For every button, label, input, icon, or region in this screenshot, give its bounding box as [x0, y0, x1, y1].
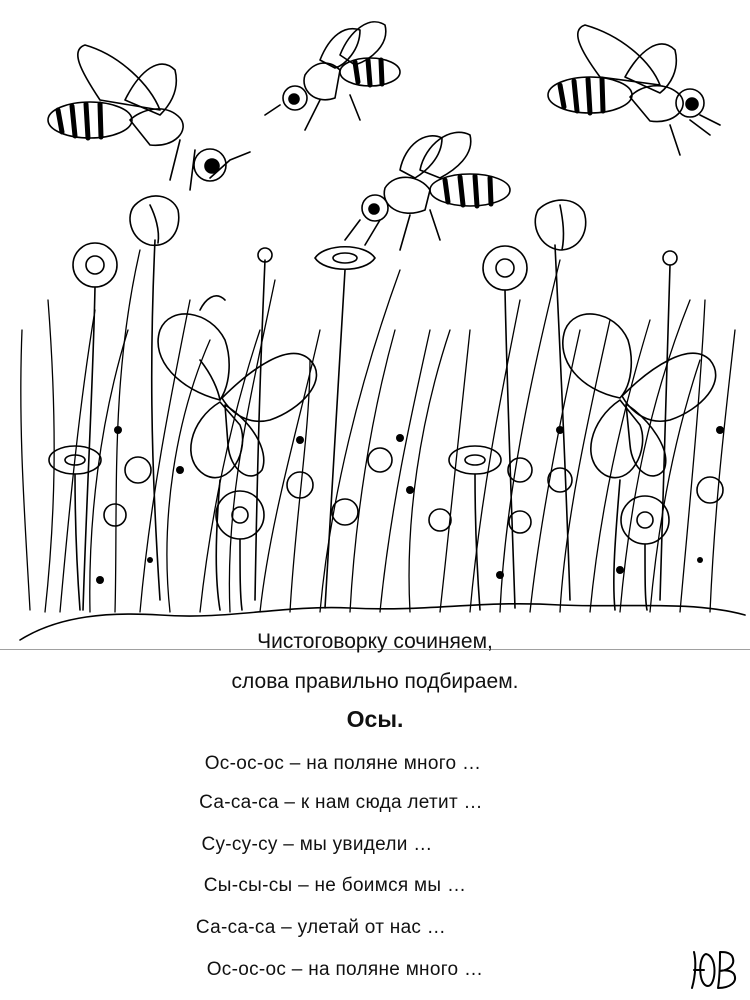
- verse-line: Ос-ос-ос – на поляне много …: [206, 959, 484, 980]
- worksheet-title: Осы.: [346, 706, 404, 732]
- author-monogram-signature: [684, 940, 744, 996]
- wasp-center: [345, 132, 510, 250]
- verse-line: Ос-ос-ос – на поляне много …: [204, 753, 482, 774]
- daisy-flowers: [49, 243, 669, 610]
- verse-line: Сы-сы-сы – не боимся мы …: [203, 875, 467, 896]
- wasp-top-left: [48, 45, 250, 190]
- verse-line: Са-са-са – улетай от нас …: [195, 917, 447, 938]
- intro-line: слова правильно подбираем.: [231, 670, 519, 693]
- wasp-top-center: [265, 22, 400, 130]
- verse-line: Са-са-са – к нам сюда летит …: [199, 792, 483, 813]
- intro-line: Чистоговорку сочиняем,: [257, 630, 493, 653]
- wasp-top-right: [548, 25, 720, 155]
- verse-line: Су-су-су – мы увидели …: [201, 834, 433, 855]
